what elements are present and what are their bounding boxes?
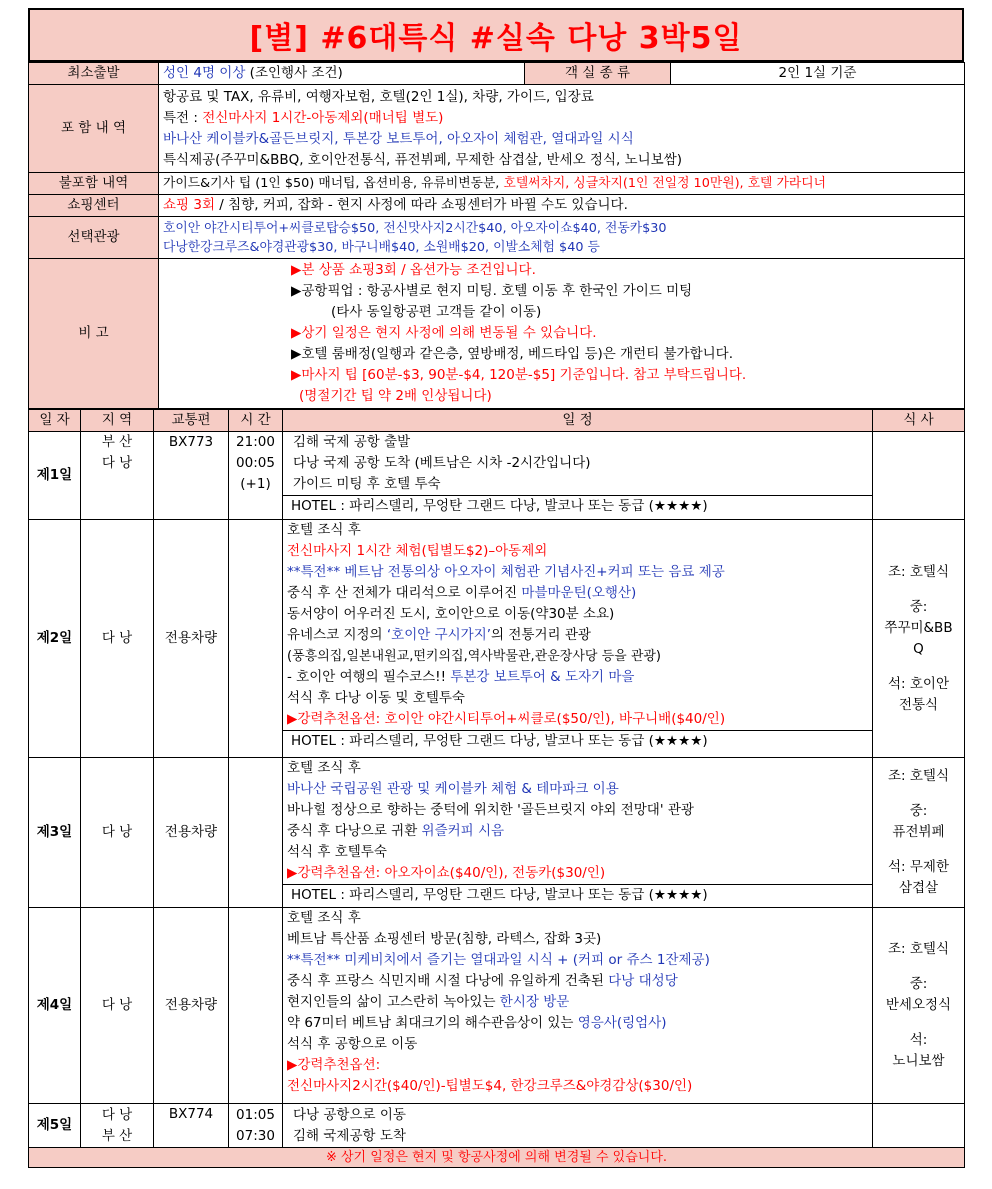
day-row [29, 432, 965, 520]
footer-notice: ※ 상기 일정은 현지 및 항공사정에 의해 변경될 수 있습니다. [29, 1148, 965, 1168]
notes-label: 비 고 [29, 259, 159, 409]
day-label: 제5일 [29, 1104, 81, 1148]
day-time [229, 758, 283, 908]
header-meal: 식 사 [873, 410, 965, 432]
transport-mode: 전용차량 [154, 758, 229, 908]
day-row [29, 758, 965, 908]
hotel-info: HOTEL : 파리스델리, 무엉탄 그랜드 다낭, 발코나 또는 동급 (★★★★) [283, 730, 872, 752]
included-value: 항공료 및 TAX, 유류비, 여행자보험, 호텔(2인 1실), 차량, 가이드, 입장료 특전 : 전신마사지 1시간-아동제외(매너팁 별도) 바나산 케이블카&골든브릿지, 투본강 보트투어, 아오자이 체험관, 열대과일 시식 특식제공(주꾸미&BBQ, 호이안전통식, 퓨전뷔페, 무제한 삼겹살, 반세오 정식, 노니보쌈) [159, 85, 965, 173]
header-transport: 교통편 [154, 410, 229, 432]
itinerary-sheet [28, 8, 964, 1168]
day-label: 제1일 [29, 432, 81, 520]
day-meals: 조: 호텔식 중: 반세오정식 석: 노니보쌈 [873, 908, 965, 1104]
flight-times: 01:05 07:30 [229, 1104, 283, 1148]
min-departure-value: 성인 4명 이상 (조인행사 조건) [159, 63, 525, 85]
transport-mode: 전용차량 [154, 520, 229, 758]
day-meals: 조: 호텔식 중: 퓨전뷔페 석: 무제한 삼겹살 [873, 758, 965, 908]
day-schedule: 다낭 공항으로 이동 김해 국제공항 도착 [283, 1104, 873, 1148]
notes-value: ▶본 상품 쇼핑3회 / 옵션가능 조건입니다. ▶공항픽업 : 항공사별로 현지 미팅. 호텔 이동 후 한국인 가이드 미팅 (타사 동일항공편 고객들 같이 이동) ▶상기 일정은 현지 사정에 의해 변동될 수 있습니다. ▶호텔 룸배정(일행과 같은층, 옆방배정, 베드타입 등)은 개런티 불가합니다. ▶마사지 팁 [60분-$3, 90분-$4, 120분-$5] 기준입니다. 참고 부탁드립니다. (명절기간 팁 약 2배 인상됩니다) [159, 259, 965, 409]
min-departure-label: 최소출발 [29, 63, 159, 85]
optional-tour-label: 선택관광 [29, 217, 159, 259]
flight-times: 21:00 00:05 (+1) [229, 432, 283, 520]
excluded-value: 가이드&기사 팁 (1인 $50) 매너팁, 옵션비용, 유류비변동분, 호텔써차지, 싱글차지(1인 전일정 10만원), 호텔 가라디너 [159, 173, 965, 195]
shopping-value: 쇼핑 3회 / 침향, 커피, 잡화 - 현지 사정에 따라 쇼핑센터가 바뀔 수도 있습니다. [159, 195, 965, 217]
flight-number: BX773 [154, 432, 229, 520]
day-label: 제3일 [29, 758, 81, 908]
room-type-label: 객 실 종 류 [525, 63, 671, 85]
day-region: 다 낭 [81, 520, 154, 758]
day-meals [873, 432, 965, 520]
room-type-value: 2인 1실 기준 [671, 63, 965, 85]
day-schedule: 호텔 조식 후 전신마사지 1시간 체험(팁별도$2)–아동제외 **특전** 베트남 전통의상 아오자이 체험관 기념사진+커피 또는 음료 제공 중식 후 산 전체가 대리석으로 이루어진 마블마운틴(오행산) 동서양이 어우러진 도시, 호이안으로 이동(약30분 소요) 유네스코 지정의 ‘호이안 구시가지’의 전통거리 관광 (풍흥의집,일본내원교,떤키의집,역사박물관,관운장사당 등을 관광) - 호이안 여행의 필수코스!! 투본강 보트투어 & 도자기 마을 석식 후 다낭 이동 및 호텔투숙 ▶강력추천옵션: 호이안 야간시티투어+씨클로($50/인), 바구니배($40/인) HOTEL : 파리스델리, 무엉탄 그랜드 다낭, 발코나 또는 동급 (★★★★) [283, 520, 873, 758]
day-meals: 조: 호텔식 중: 쭈꾸미&BB Q 석: 호이안 전통식 [873, 520, 965, 758]
schedule-table [28, 409, 965, 1168]
day-row [29, 520, 965, 758]
day-label: 제4일 [29, 908, 81, 1104]
day-schedule: 김해 국제 공항 출발 다낭 국제 공항 도착 (베트남은 시차 -2시간입니다) 가이드 미팅 후 호텔 투숙 HOTEL : 파리스델리, 무엉탄 그랜드 다낭, 발코나 또는 동급 (★★★★) [283, 432, 873, 520]
day-time [229, 520, 283, 758]
included-label: 포 함 내 역 [29, 85, 159, 173]
header-day: 일 자 [29, 410, 81, 432]
day-region: 다 낭 [81, 758, 154, 908]
header-region: 지 역 [81, 410, 154, 432]
shopping-label: 쇼핑센터 [29, 195, 159, 217]
page-title: [별] #6대특식 #실속 다낭 3박5일 [28, 8, 964, 62]
day-row [29, 908, 965, 1104]
day-schedule: 호텔 조식 후 베트남 특산품 쇼핑센터 방문(침향, 라텍스, 잡화 3곳) **특전** 미케비치에서 즐기는 열대과일 시식 + (커피 or 쥬스 1잔제공) 중식 후 프랑스 식민지배 시절 다낭에 유일하게 건축된 다낭 대성당 현지인들의 삶이 고스란히 녹아있는 한시장 방문 약 67미터 베트남 최대크기의 해수관음상이 있는 영응사(링엄사) 석식 후 공항으로 이동 ▶강력추천옵션: 전신마사지2시간($40/인)-팁별도$4, 한강크루즈&야경감상($30/인) [283, 908, 873, 1104]
day-label: 제2일 [29, 520, 81, 758]
day-row [29, 1104, 965, 1148]
header-time: 시 간 [229, 410, 283, 432]
transport-mode: 전용차량 [154, 908, 229, 1104]
day-region: 부 산 다 낭 [81, 432, 154, 520]
info-table [28, 62, 965, 409]
header-schedule: 일 정 [283, 410, 873, 432]
day-region: 다 낭 [81, 908, 154, 1104]
optional-tour-value: 호이안 야간시티투어+씨클로탑승$50, 전신맛사지2시간$40, 아오자이쇼$40, 전동카$30 다낭한강크루즈&야경관광$30, 바구니배$40, 소원배$20, 이발소체험 $40 등 [159, 217, 965, 259]
flight-number: BX774 [154, 1104, 229, 1148]
hotel-info: HOTEL : 파리스델리, 무엉탄 그랜드 다낭, 발코나 또는 동급 (★★★★) [283, 884, 872, 906]
hotel-info: HOTEL : 파리스델리, 무엉탄 그랜드 다낭, 발코나 또는 동급 (★★★★) [283, 495, 872, 517]
day-time [229, 908, 283, 1104]
day-meals [873, 1104, 965, 1148]
excluded-label: 불포함 내역 [29, 173, 159, 195]
day-schedule: 호텔 조식 후 바나산 국립공원 관광 및 케이블카 체험 & 테마파크 이용 바나힐 정상으로 향하는 중턱에 위치한 '골든브릿지 야외 전망대' 관광 중식 후 다낭으로 귀환 위즐커피 시음 석식 후 호텔투숙 ▶강력추천옵션: 아오자이쇼($40/인), 전동카($30/인) HOTEL : 파리스델리, 무엉탄 그랜드 다낭, 발코나 또는 동급 (★★★★) [283, 758, 873, 908]
day-region: 다 낭 부 산 [81, 1104, 154, 1148]
